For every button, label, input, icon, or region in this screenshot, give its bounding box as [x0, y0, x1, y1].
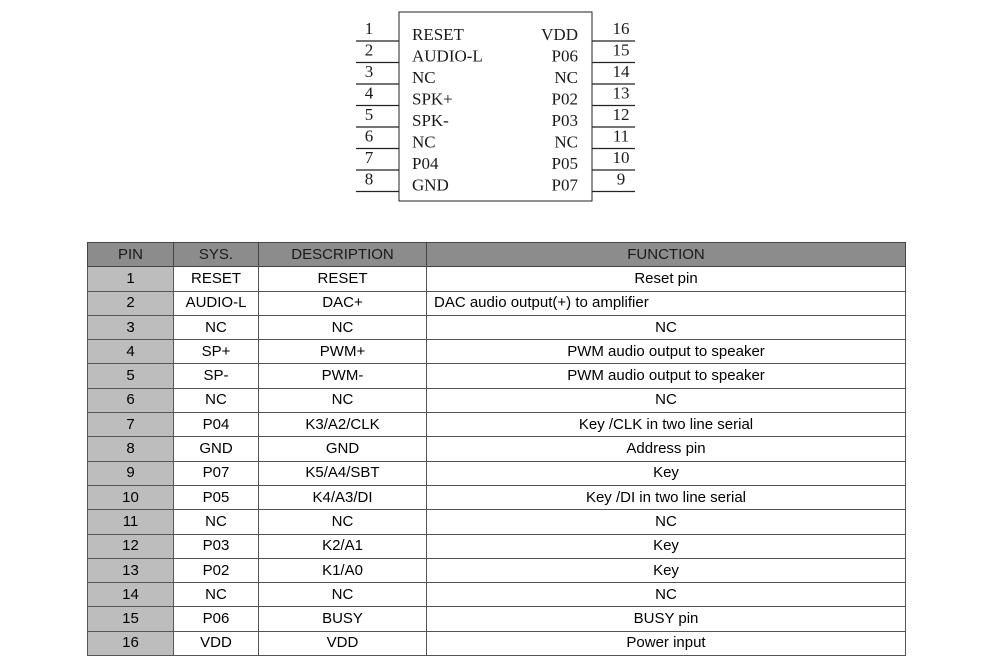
cell-pin: 3	[88, 315, 174, 339]
pin-function-table	[87, 242, 906, 656]
cell-description: BUSY	[259, 607, 427, 631]
cell-description: PWM-	[259, 364, 427, 388]
table-row	[88, 510, 906, 534]
pin-label: NC	[412, 68, 436, 87]
pin-number: 11	[612, 126, 630, 146]
cell-function: DAC audio output(+) to amplifier	[427, 291, 906, 315]
cell-pin: 5	[88, 364, 174, 388]
table-row	[88, 388, 906, 412]
cell-description: NC	[259, 315, 427, 339]
cell-function: Key /DI in two line serial	[427, 485, 906, 509]
cell-description: RESET	[259, 267, 427, 291]
cell-function: NC	[427, 388, 906, 412]
cell-description: GND	[259, 437, 427, 461]
pin-label: NC	[554, 68, 578, 87]
pin-label: VDD	[541, 25, 578, 44]
pin-number: 13	[612, 83, 630, 103]
cell-pin: 7	[88, 413, 174, 437]
cell-pin: 4	[88, 340, 174, 364]
cell-function: Power input	[427, 631, 906, 655]
cell-sys: GND	[174, 437, 259, 461]
cell-sys: SP-	[174, 364, 259, 388]
pin-number: 16	[612, 19, 630, 38]
pin-number: 5	[364, 105, 374, 124]
cell-pin: 15	[88, 607, 174, 631]
header-sys: SYS.	[174, 243, 259, 267]
pin-label: NC	[554, 132, 578, 152]
pin-label: P07	[551, 175, 578, 195]
cell-sys: NC	[174, 583, 259, 607]
pin-label: P02	[551, 89, 578, 109]
cell-pin: 12	[88, 534, 174, 558]
table-header-row	[88, 243, 906, 267]
pin-number: 14	[612, 62, 630, 81]
cell-pin: 11	[88, 510, 174, 534]
pin-label: AUDIO-L	[412, 46, 483, 66]
cell-description: NC	[259, 388, 427, 412]
cell-pin: 2	[88, 291, 174, 315]
cell-sys: VDD	[174, 631, 259, 655]
pin-number: 8	[364, 169, 374, 189]
ic-pinout-diagram	[0, 0, 1000, 240]
pin-label: SPK+	[412, 89, 453, 109]
cell-pin: 1	[88, 267, 174, 291]
cell-function: NC	[427, 583, 906, 607]
pin-number: 3	[364, 62, 374, 81]
cell-pin: 6	[88, 388, 174, 412]
cell-function: Key /CLK in two line serial	[427, 413, 906, 437]
cell-sys: P04	[174, 413, 259, 437]
pin-number: 12	[612, 105, 630, 124]
cell-description: K1/A0	[259, 558, 427, 582]
cell-pin: 14	[88, 583, 174, 607]
table-row	[88, 437, 906, 461]
pin-number: 7	[364, 148, 374, 167]
pin-number: 4	[364, 83, 374, 103]
pin-number: 15	[612, 40, 630, 60]
pin-label: P03	[551, 111, 578, 130]
pin-label: SPK-	[412, 111, 449, 130]
cell-description: K5/A4/SBT	[259, 461, 427, 485]
pin-number: 2	[364, 40, 374, 60]
cell-sys: AUDIO-L	[174, 291, 259, 315]
table-row	[88, 413, 906, 437]
table-row	[88, 607, 906, 631]
cell-pin: 16	[88, 631, 174, 655]
table-row	[88, 340, 906, 364]
table-row	[88, 364, 906, 388]
cell-description: K4/A3/DI	[259, 485, 427, 509]
cell-sys: NC	[174, 510, 259, 534]
cell-pin: 9	[88, 461, 174, 485]
table-row	[88, 558, 906, 582]
pin-label: P05	[551, 154, 578, 173]
cell-description: K3/A2/CLK	[259, 413, 427, 437]
cell-sys: P05	[174, 485, 259, 509]
pin-number: 6	[364, 126, 374, 146]
table-row	[88, 534, 906, 558]
header-description: DESCRIPTION	[259, 243, 427, 267]
cell-description: VDD	[259, 631, 427, 655]
pin-label: P04	[412, 154, 439, 173]
cell-function: Key	[427, 558, 906, 582]
cell-description: NC	[259, 583, 427, 607]
cell-function: Key	[427, 461, 906, 485]
pin-label: GND	[412, 175, 449, 195]
cell-description: K2/A1	[259, 534, 427, 558]
cell-function: PWM audio output to speaker	[427, 364, 906, 388]
cell-sys: NC	[174, 315, 259, 339]
cell-sys: P03	[174, 534, 259, 558]
pin-label: RESET	[412, 25, 464, 44]
cell-sys: NC	[174, 388, 259, 412]
table-row	[88, 583, 906, 607]
cell-sys: P02	[174, 558, 259, 582]
cell-sys: SP+	[174, 340, 259, 364]
header-pin: PIN	[88, 243, 174, 267]
pin-number: 1	[364, 19, 374, 38]
cell-description: DAC+	[259, 291, 427, 315]
cell-function: NC	[427, 315, 906, 339]
pin-number: 10	[612, 148, 630, 167]
cell-description: NC	[259, 510, 427, 534]
table-row	[88, 291, 906, 315]
cell-function: Address pin	[427, 437, 906, 461]
header-function: FUNCTION	[427, 243, 906, 267]
table-row	[88, 315, 906, 339]
cell-pin: 8	[88, 437, 174, 461]
pin-label: NC	[412, 132, 436, 152]
cell-description: PWM+	[259, 340, 427, 364]
cell-sys: P06	[174, 607, 259, 631]
cell-pin: 10	[88, 485, 174, 509]
table-row	[88, 631, 906, 655]
pin-number: 9	[616, 169, 626, 189]
cell-sys: RESET	[174, 267, 259, 291]
cell-function: PWM audio output to speaker	[427, 340, 906, 364]
table-row	[88, 267, 906, 291]
cell-function: Reset pin	[427, 267, 906, 291]
cell-function: Key	[427, 534, 906, 558]
pin-label: P06	[551, 46, 578, 66]
cell-sys: P07	[174, 461, 259, 485]
cell-function: NC	[427, 510, 906, 534]
cell-function: BUSY pin	[427, 607, 906, 631]
cell-pin: 13	[88, 558, 174, 582]
table-row	[88, 485, 906, 509]
table-row	[88, 461, 906, 485]
